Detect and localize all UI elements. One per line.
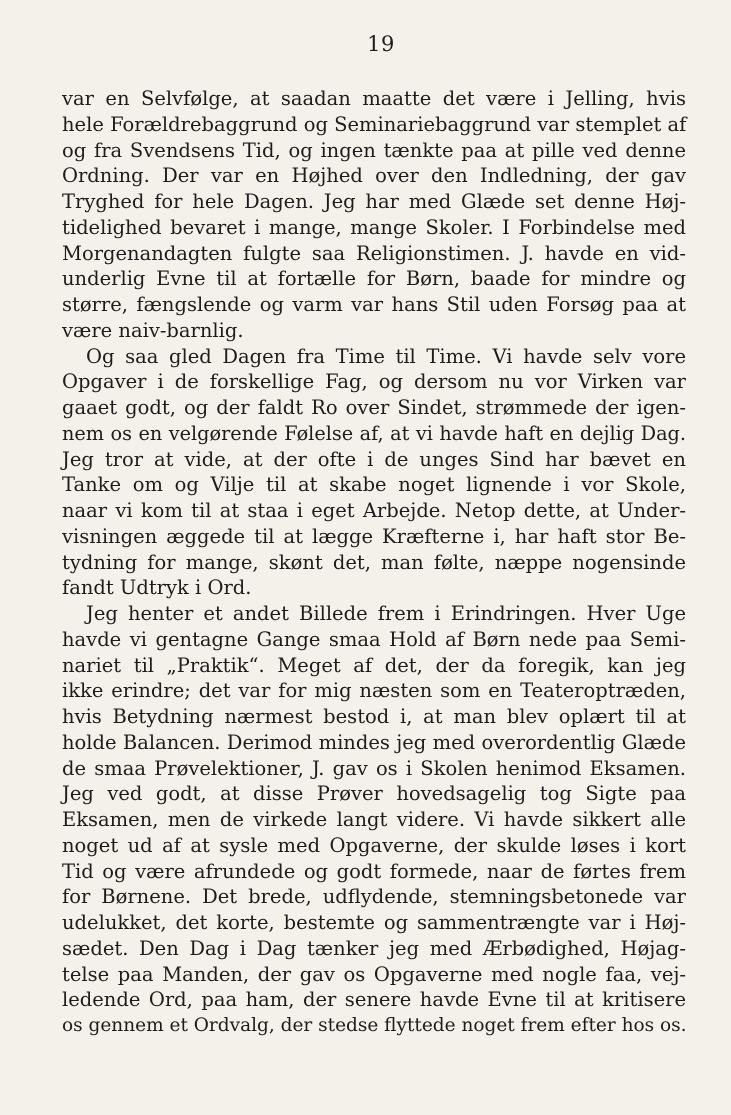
text-line: for Børnene. Det brede, udflydende, stemningsbetonede var	[62, 885, 686, 909]
text-line: tydning for mange, skønt det, man følte, næppe nogensinde	[62, 550, 686, 574]
text-line: tidelighed bevaret i mange, mange Skoler. I Forbindelse med	[62, 215, 686, 239]
text-line: visningen æggede til at lægge Kræfterne i, har haft stor Be-	[62, 524, 686, 548]
page-number: 19	[367, 32, 395, 56]
text-line: nariet til „Praktik“. Meget af det, der da foregik, kan jeg	[62, 653, 686, 677]
text-line: fandt Udtryk i Ord.	[62, 576, 252, 600]
text-line: holde Balancen. Derimod mindes jeg med overordentlig Glæde	[62, 730, 686, 754]
text-line: telse paa Manden, der gav os Opgaverne med nogle faa, vej-	[62, 962, 686, 986]
text-line: og fra Svendsens Tid, og ingen tænkte paa at pille ved denne	[62, 138, 686, 162]
text-line: Tryghed for hele Dagen. Jeg har med Glæde set denne Høj-	[62, 190, 686, 213]
text-line: var en Selvfølge, at saadan maatte det være i Jelling, hvis	[62, 87, 686, 110]
text-line: ledende Ord, paa ham, der senere havde Evne til at kritisere	[62, 988, 686, 1012]
text-line: større, fængslende og varm var hans Stil uden Forsøg paa at	[62, 293, 686, 316]
text-line: naar vi kom til at staa i eget Arbejde. Netop dette, at Under-	[62, 499, 686, 522]
text-line: noget ud af at sysle med Opgaverne, der skulde løses i kort	[62, 833, 686, 857]
text-line: underlig Evne til at fortælle for Børn, baade for mindre og	[62, 267, 686, 291]
text-line: Tanke om og Vilje til at skabe noget lignende i vor Skole,	[62, 473, 686, 497]
text-line: Eksamen, men de virkede langt videre. Vi havde sikkert alle	[62, 808, 686, 831]
text-line: de smaa Prøvelektioner, J. gav os i Skolen henimod Eksamen.	[62, 756, 686, 780]
text-line: Og saa gled Dagen fra Time til Time. Vi havde selv vore	[86, 344, 686, 368]
text-line: Morgenandagten fulgte saa Religionstimen. J. havde en vid-	[62, 241, 686, 265]
text-line: ikke erindre; det var for mig næsten som en Teateroptræden,	[62, 679, 686, 703]
text-line: hvis Betydning nærmest bestod i, at man blev oplært til at	[62, 705, 686, 728]
text-line: være naiv-barnlig.	[62, 318, 244, 342]
text-line: Jeg henter et andet Billede frem i Erindringen. Hver Uge	[86, 602, 686, 625]
text-line: havde vi gentagne Gange smaa Hold af Børn nede paa Semi-	[62, 627, 686, 651]
text-line: os gennem et Ordvalg, der stedse flyttede noget frem efter hos os.	[62, 1015, 687, 1036]
text-line: nem os en velgørende Følelse af, at vi havde haft en dejlig Dag.	[62, 421, 686, 445]
text-line: gaaet godt, og der faldt Ro over Sindet, strømmede der igen-	[62, 396, 686, 419]
text-line: sædet. Den Dag i Dag tænker jeg med Ærbødighed, Højag-	[62, 936, 686, 960]
body-text	[62, 86, 686, 1039]
text-line: Opgaver i de forskellige Fag, og dersom nu vor Virken var	[62, 370, 686, 394]
text-line: Ordning. Der var en Højhed over den Indledning, der gav	[62, 164, 686, 188]
text-line: Tid og være afrundede og godt formede, naar de førtes frem	[62, 859, 686, 883]
text-line: Jeg ved godt, at disse Prøver hovedsagelig tog Sigte paa	[62, 782, 686, 806]
text-line: udelukket, det korte, bestemte og sammentrængte var i Høj-	[62, 911, 686, 934]
text-line: Jeg tror at vide, at der ofte i de unges Sind har bævet en	[62, 447, 686, 471]
text-line: hele Forældrebaggrund og Seminariebaggrund var stemplet af	[62, 112, 687, 136]
